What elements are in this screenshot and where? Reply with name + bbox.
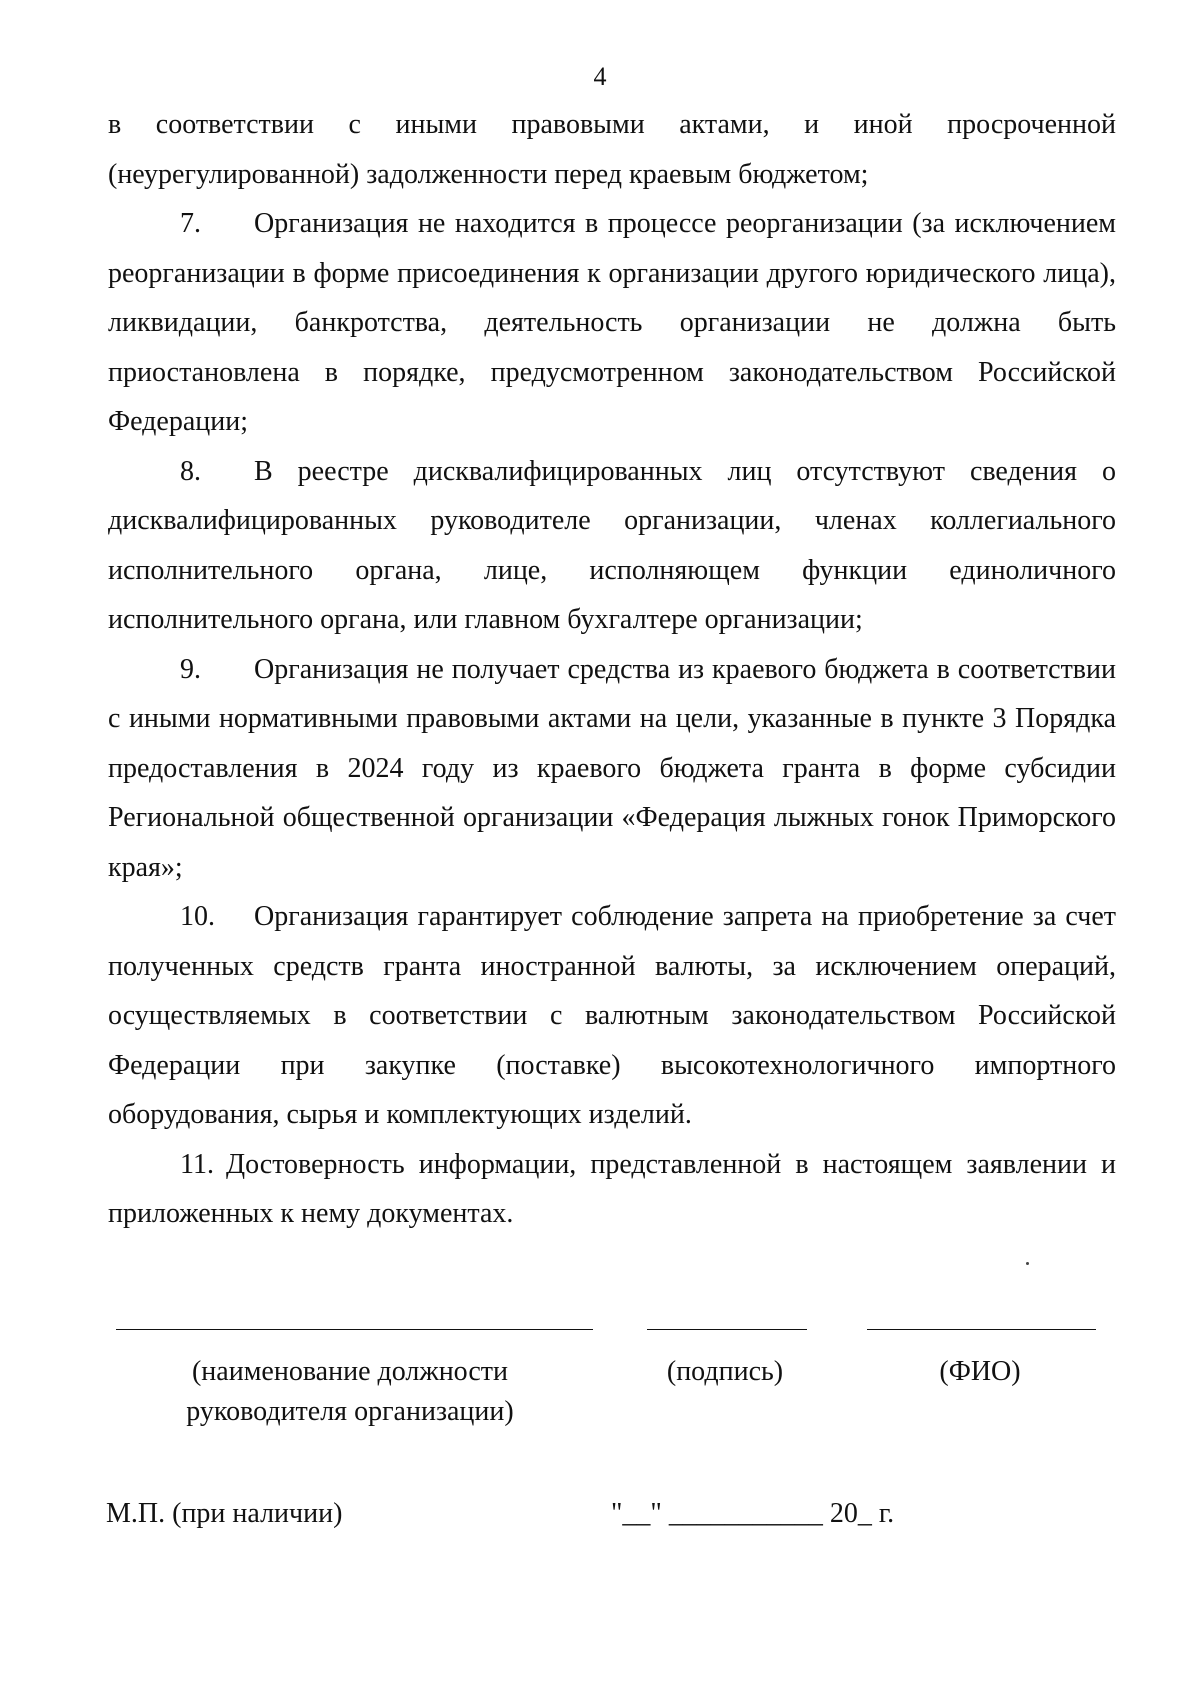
list-item-11 [108, 1140, 1116, 1239]
position-caption: (наименование должности руководителя организации) [186, 1356, 514, 1427]
signature-line [647, 1329, 807, 1330]
list-item-number: 8. [180, 455, 201, 487]
list-item-number: 9. [180, 653, 201, 685]
continuation-line-1: в соответствии с иными правовыми актами, и иной просроченной [108, 109, 1116, 140]
position-signature-line [116, 1329, 593, 1330]
list-item-number: 11. [180, 1148, 214, 1180]
list-item-text: Организация не находится в процессе реорганизации (за исключением реорганизации в форме присоединения к организации другого юридического лица), ликвидации, банкротства, деятельность организации не должна быть приостановлена в порядке, предусмотренном законодательством Российской Федерации; [108, 208, 1116, 437]
name-caption: (ФИО) [939, 1356, 1021, 1387]
list-item-number: 7. [180, 208, 201, 239]
list-item-8 [108, 447, 1116, 645]
list-item-9 [108, 645, 1116, 893]
list-item-10 [108, 892, 1116, 1140]
list-item-7 [108, 199, 1116, 447]
list-item-text: В реестре дисквалифицированных лиц отсутствуют сведения о дисквалифицированных руководителе организации, членах коллегиального исполнительного органа, лице, исполняющем функции единоличного исполнительного органа, или главном бухгалтере организации; [108, 455, 1116, 635]
list-item-number: 10. [180, 901, 215, 932]
continuation-text [108, 100, 1116, 199]
name-signature-line [867, 1329, 1096, 1330]
list-item-text: Организация не получает средства из краевого бюджета в соответствии с иными нормативными правовыми актами на цели, указанные в пункте 3 Порядка предоставления в 2024 году из краевого бюджета гранта в форме субсидии Региональной общественной организации «Федерация лыжных гонок Приморского края»; [108, 653, 1116, 883]
page-number: 4 [593, 62, 607, 91]
scan-speck [1026, 1262, 1029, 1265]
list-item-text: Достоверность информации, представленной в настоящем заявлении и приложенных к нему документах. [108, 1148, 1116, 1229]
signature-caption: (подпись) [666, 1356, 784, 1387]
date-line: "__" ___________ 20_ г. [611, 1498, 895, 1529]
continuation-line-2: (неурегулированной) задолженности перед краевым бюджетом; [108, 158, 869, 190]
stamp-label: М.П. (при наличии) [106, 1498, 343, 1529]
list-item-text: Организация гарантирует соблюдение запрета на приобретение за счет полученных средств гранта иностранной валюты, за исключением операций, осуществляемых в соответствии с валютным законодательством Российской Федерации при закупке (поставке) высокотехнологичного импортного оборудования, сырья и комплектующих изделий. [108, 901, 1116, 1130]
document-body [108, 100, 1116, 1239]
